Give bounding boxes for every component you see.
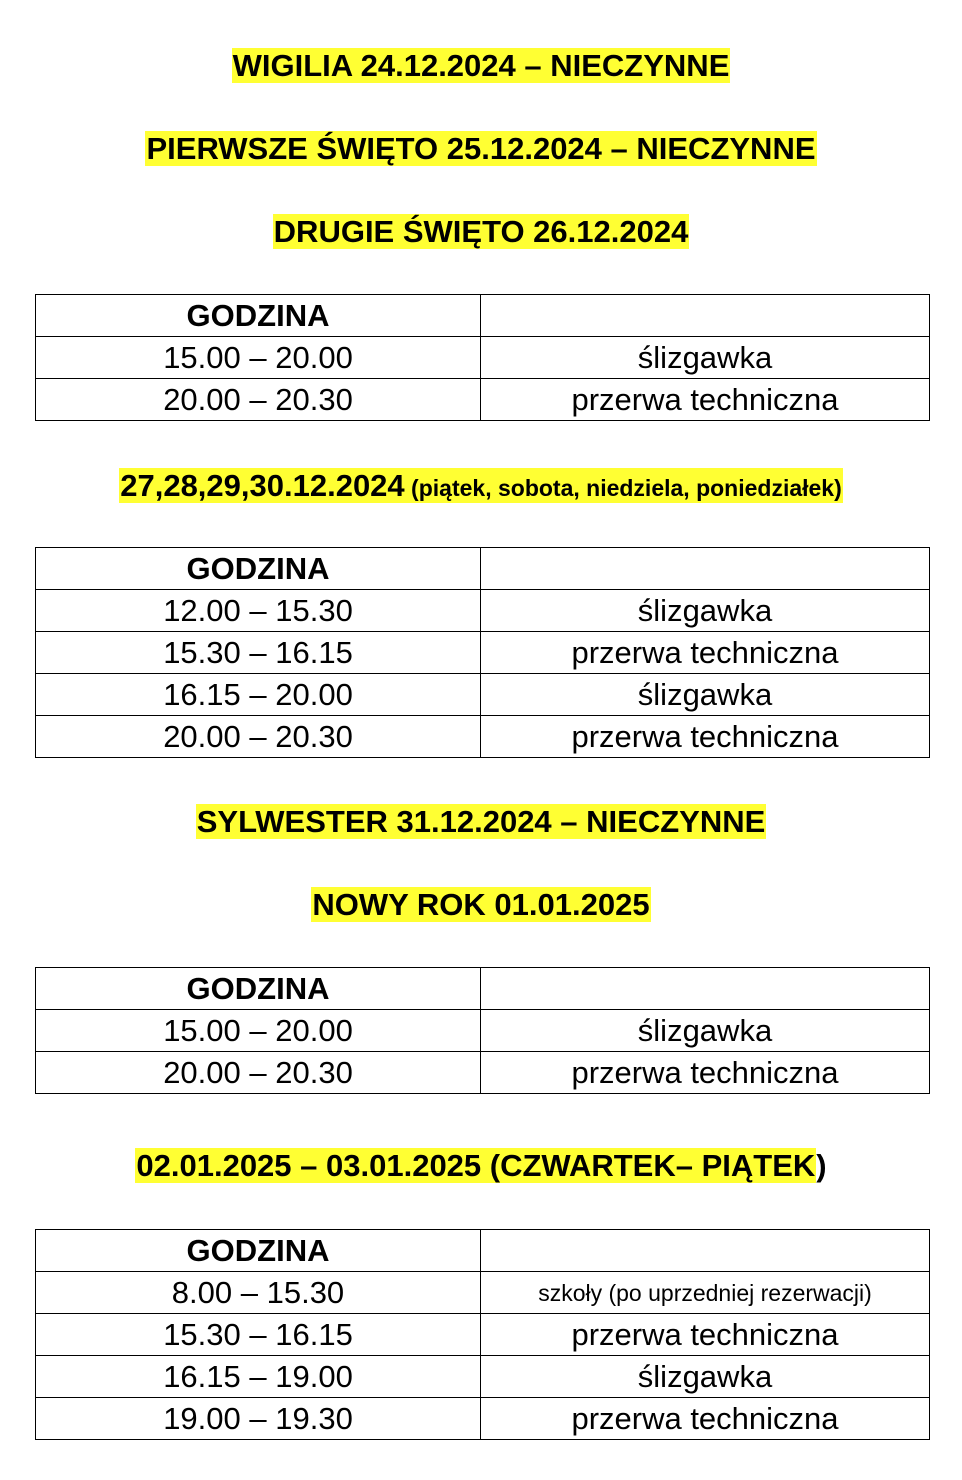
table-row xyxy=(36,1398,930,1440)
time-cell: 20.00 – 20.30 xyxy=(36,379,481,421)
heading-nowy-rok xyxy=(0,886,962,924)
heading-drugie-swieto xyxy=(0,213,962,251)
column-header-godzina: GODZINA xyxy=(36,548,481,590)
table-row xyxy=(36,716,930,758)
time-cell: 15.30 – 16.15 xyxy=(36,1314,481,1356)
time-cell: 20.00 – 20.30 xyxy=(36,716,481,758)
time-cell: 8.00 – 15.30 xyxy=(36,1272,481,1314)
heading-27-30-12-text xyxy=(119,468,843,503)
time-cell: 15.00 – 20.00 xyxy=(36,337,481,379)
heading-pierwsze-swieto xyxy=(0,130,962,168)
activity-cell: ślizgawka xyxy=(481,1356,930,1398)
column-header-empty xyxy=(481,548,930,590)
time-cell: 20.00 – 20.30 xyxy=(36,1052,481,1094)
time-cell: 12.00 – 15.30 xyxy=(36,590,481,632)
column-header-empty xyxy=(481,1230,930,1272)
heading-wigilia-text: WIGILIA 24.12.2024 – NIECZYNNE xyxy=(232,48,730,83)
heading-nowy-rok-text: NOWY ROK 01.01.2025 xyxy=(312,887,650,922)
time-cell: 15.30 – 16.15 xyxy=(36,632,481,674)
table-row xyxy=(36,1314,930,1356)
heading-27-30-12 xyxy=(0,467,962,507)
table-header-row xyxy=(36,1230,930,1272)
table-row xyxy=(36,337,930,379)
column-header-empty xyxy=(481,295,930,337)
time-cell: 16.15 – 20.00 xyxy=(36,674,481,716)
activity-cell: ślizgawka xyxy=(481,337,930,379)
schedule-table-26-12 xyxy=(35,294,930,421)
table-header-row xyxy=(36,295,930,337)
activity-cell: ślizgawka xyxy=(481,590,930,632)
activity-cell: przerwa techniczna xyxy=(481,1314,930,1356)
schedule-table-27-30-12 xyxy=(35,547,930,758)
table-row xyxy=(36,1272,930,1314)
table-header-row xyxy=(36,548,930,590)
table-row xyxy=(36,674,930,716)
activity-cell: przerwa techniczna xyxy=(481,379,930,421)
activity-cell: szkoły (po uprzedniej rezerwacji) xyxy=(481,1272,930,1314)
table-row xyxy=(36,1010,930,1052)
table-row xyxy=(36,379,930,421)
schedule-table-02-03-01 xyxy=(35,1229,930,1440)
heading-sylwester xyxy=(0,803,962,841)
activity-cell: ślizgawka xyxy=(481,674,930,716)
heading-02-03-01-close: ) xyxy=(816,1148,827,1183)
column-header-godzina: GODZINA xyxy=(36,1230,481,1272)
heading-02-03-01-text: 02.01.2025 – 03.01.2025 (CZWARTEK– PIĄTEK xyxy=(136,1148,816,1183)
table-row xyxy=(36,590,930,632)
activity-cell: przerwa techniczna xyxy=(481,716,930,758)
table-row xyxy=(36,1356,930,1398)
table-row xyxy=(36,1052,930,1094)
time-cell: 16.15 – 19.00 xyxy=(36,1356,481,1398)
column-header-godzina: GODZINA xyxy=(36,968,481,1010)
heading-wigilia xyxy=(0,47,962,85)
heading-sylwester-text: SYLWESTER 31.12.2024 – NIECZYNNE xyxy=(196,804,766,839)
column-header-godzina: GODZINA xyxy=(36,295,481,337)
table-row xyxy=(36,632,930,674)
activity-cell: przerwa techniczna xyxy=(481,632,930,674)
heading-drugie-swieto-text: DRUGIE ŚWIĘTO 26.12.2024 xyxy=(273,214,689,249)
heading-27-30-12-days: (piątek, sobota, niedziela, poniedziałek) xyxy=(404,475,842,501)
time-cell: 15.00 – 20.00 xyxy=(36,1010,481,1052)
heading-pierwsze-swieto-text: PIERWSZE ŚWIĘTO 25.12.2024 – NIECZYNNE xyxy=(146,131,816,166)
activity-cell: przerwa techniczna xyxy=(481,1398,930,1440)
table-header-row xyxy=(36,968,930,1010)
heading-27-30-12-dates: 27,28,29,30.12.2024 xyxy=(120,468,405,503)
column-header-empty xyxy=(481,968,930,1010)
schedule-table-01-01 xyxy=(35,967,930,1094)
heading-02-03-01 xyxy=(0,1147,962,1185)
activity-cell: przerwa techniczna xyxy=(481,1052,930,1094)
time-cell: 19.00 – 19.30 xyxy=(36,1398,481,1440)
activity-cell: ślizgawka xyxy=(481,1010,930,1052)
